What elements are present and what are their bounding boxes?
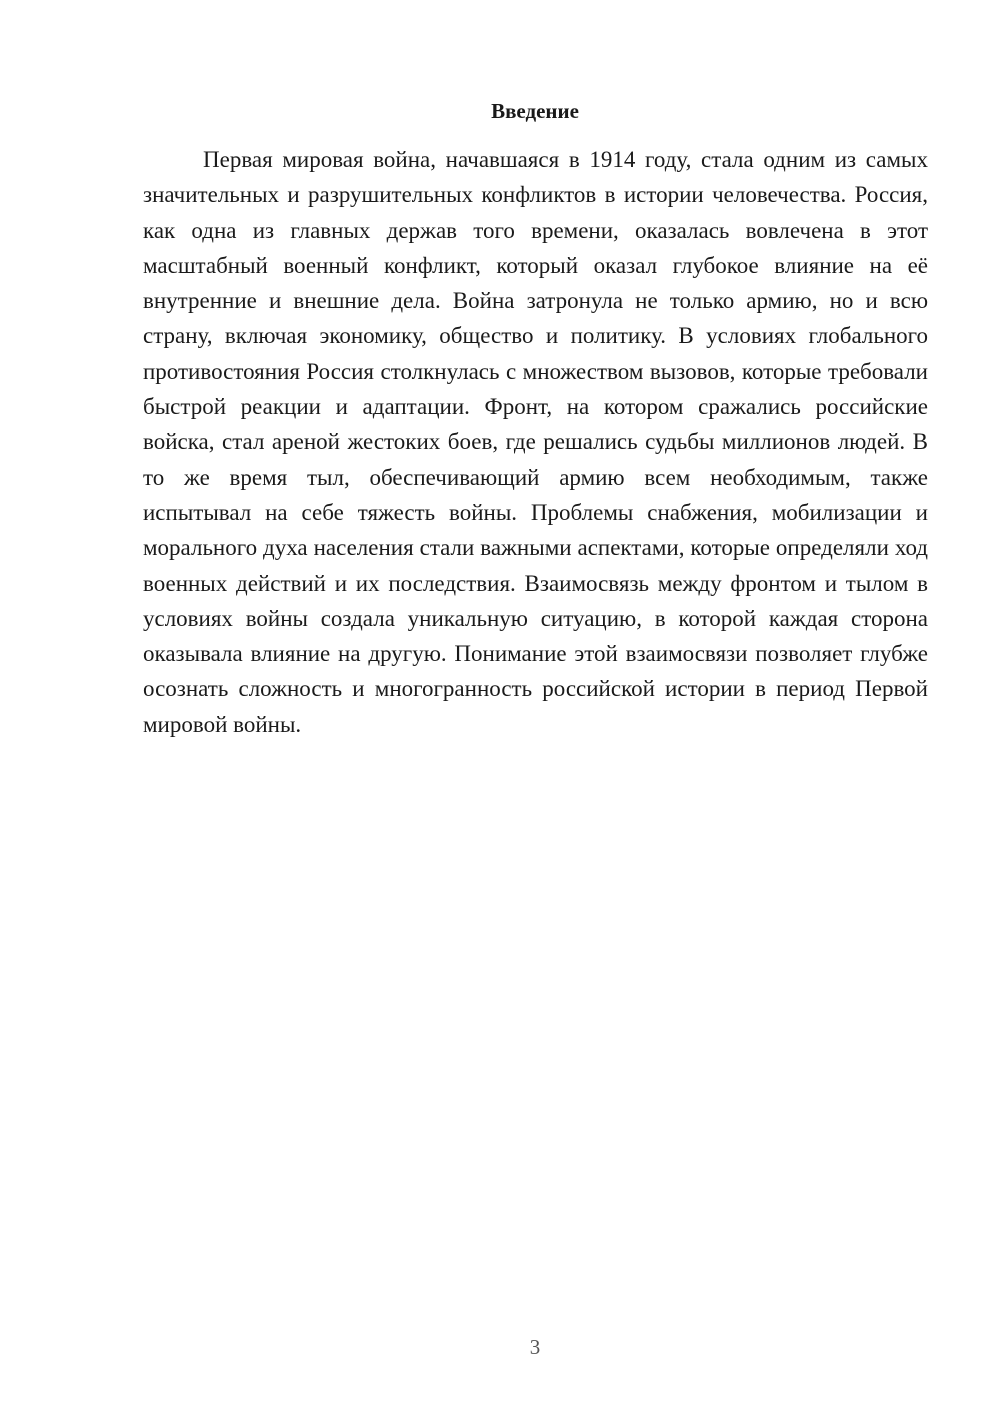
intro-paragraph: Первая мировая война, начавшаяся в 1914 году, стала одним из самых значительных и разрушительных конфликтов в истории человечества. Россия, как одна из главных держав того времени, оказалась вовлечена в этот масштабный военный конфликт, который оказал глубокое влияние на её внутренние и внешние дела. Война затронула не только армию, но и всю страну, включая экономику, общество и политику. В условиях глобального противостояния Россия столкнулась с множеством вызовов, которые требовали быстрой реакции и адаптации. Фронт, на котором сражались российские войска, стал ареной жестоких боев, где решались судьбы миллионов людей. В то же время тыл, обеспечивающий армию всем необходимым, также испытывал на себе тяжесть войны. Проблемы снабжения, мобилизации и морального духа населения стали важными аспектами, которые определяли ход военных действий и их последствия. Взаимосвязь между фронтом и тылом в условиях войны создала уникальную ситуацию, в которой каждая сторона оказывала влияние на другую. Понимание этой взаимосвязи позволяет глубже осознать сложность и многогранность российской истории в период Первой мировой войны. xyxy=(143,147,928,737)
section-heading: Введение xyxy=(491,99,579,123)
page-number: 3 xyxy=(529,1335,541,1359)
